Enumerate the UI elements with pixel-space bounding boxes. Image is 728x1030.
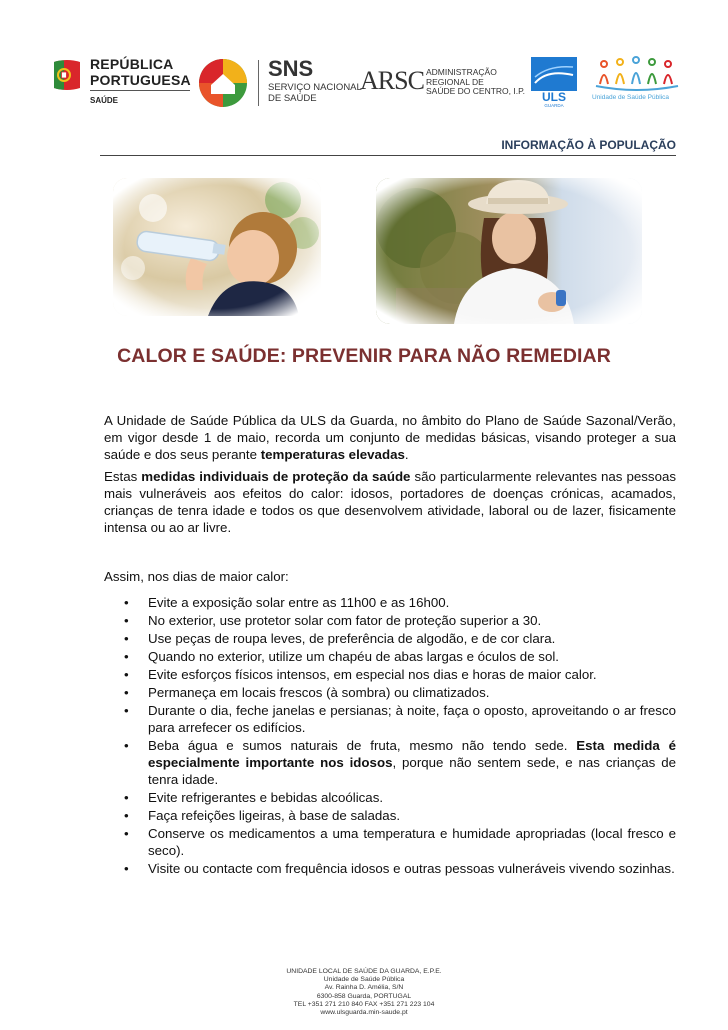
arsc-line2: REGIONAL DE [426, 76, 484, 87]
usp-figures-icon [592, 54, 682, 94]
b8-text: Beba água e sumos naturais de fruta, mesmo não tendo sede. [148, 738, 577, 753]
uls-mark-text: ULS [542, 90, 566, 104]
list-item: • Visite ou contacte com frequência idosos e outras pessoas vulneráveis vivendo sozinhas. [104, 860, 676, 877]
republica-portuguesa-wordmark [90, 56, 191, 88]
list-item: • Durante o dia, feche janelas e persianas; à noite, faça o oposto, aproveitando o ar fresco para arrefecer os edifícios. [104, 702, 676, 736]
intro-p1-text: A Unidade de Saúde Pública da ULS da Guarda, no âmbito do Plano de Saúde Sazonal/Verão, em vigor desde 1 de maio, recorda um conjunto de medidas básicas, visando proteger a sua saúde e dos seus perante [104, 413, 676, 462]
intro-p2-start: Estas [104, 469, 142, 484]
list-item: • Evite refrigerantes e bebidas alcoólicas. [104, 789, 676, 806]
intro-paragraph-2 [104, 468, 676, 536]
sns-subtitle [268, 82, 362, 104]
arsc-wordmark [426, 68, 525, 97]
section-label: INFORMAÇÃO À POPULAÇÃO [501, 138, 676, 152]
list-item: • Quando no exterior, utilize um chapéu de abas largas e óculos de sol. [104, 648, 676, 665]
footer-line-2: Unidade de Saúde Pública [323, 976, 405, 984]
uls-sub-text: GUARDA [544, 103, 564, 107]
b8-bold: Esta medida é especialmente importante nos idosos [148, 738, 676, 770]
footer-line-5: TEL +351 271 210 840 FAX +351 271 223 104 [293, 1000, 435, 1008]
sns-divider [258, 60, 259, 106]
list-item: • Use peças de roupa leves, de preferência de algodão, e de cor clara. [104, 630, 676, 647]
photo-woman-with-sunhat [376, 178, 642, 324]
list-item: • Conserve os medicamentos a uma temperatura e humidade apropriadas (local fresco e seco). [104, 825, 676, 859]
rp-line1: REPÚBLICA [90, 56, 174, 72]
section-divider [100, 155, 676, 156]
list-item: • Faça refeições ligeiras, à base de saladas. [104, 807, 676, 824]
list-item: • Evite esforços físicos intensos, em especial nos dias e horas de maior calor. [104, 666, 676, 683]
list-item: • Permaneça em locais frescos (à sombra) ou climatizados. [104, 684, 676, 701]
sns-wordmark: SNS [268, 56, 314, 81]
b8-end: , porque não sentem sede, e nas crianças de tenra idade. [148, 755, 676, 787]
photo-child-drinking-water [113, 178, 321, 316]
list-item: • Evite a exposição solar entre as 11h00 e as 16h00. [104, 594, 676, 611]
footer-line-4: 6300-858 Guarda, PORTUGAL [316, 992, 412, 1000]
list-item [104, 737, 676, 788]
intro-p1-end: . [404, 447, 409, 462]
page-title: CALOR E SAÚDE: PREVENIR PARA NÃO REMEDIAR [117, 345, 611, 367]
lead-text: Assim, nos dias de maior calor: [104, 569, 289, 584]
uls-guarda-logo-icon [529, 55, 579, 107]
header-logos [52, 52, 682, 114]
rp-subtitle: SAÚDE [90, 96, 119, 105]
usp-text: Unidade de Saúde Pública [592, 94, 669, 101]
sns-sub-line1: SERVIÇO NACIONAL [268, 82, 362, 93]
intro-paragraph-1 [104, 412, 676, 463]
arsc-line3: SAÚDE DO CENTRO, I.P. [426, 86, 526, 96]
rp-divider [90, 90, 190, 91]
sns-sub-line2: DE SAÚDE [268, 93, 317, 104]
intro-text [104, 412, 676, 541]
measures-list [104, 594, 676, 878]
footer-line-1: UNIDADE LOCAL DE SAÚDE DA GUARDA, E.P.E. [286, 968, 442, 975]
rp-line2: PORTUGUESA [90, 72, 191, 88]
arsc-logo-mark: ARSC [360, 66, 424, 95]
intro-p2-bold: medidas individuais de proteção da saúde [141, 469, 411, 484]
portugal-flag-icon [52, 58, 82, 92]
usp-logo [592, 54, 682, 110]
list-item: • No exterior, use protetor solar com fator de proteção superior a 30. [104, 612, 676, 629]
intro-p2-text: são particularmente relevantes nas pessoas mais vulneráveis aos efeitos do calor: idosos, portadores de doenças crónicas, acamados, crianças de tenra idade e todos os que desenvolvem atividade, laboral ou de lazer, fisicamente intensa ou ao ar livre. [104, 469, 677, 535]
footer-line-3: Av. Rainha D. Amélia, S/N [324, 984, 404, 992]
sns-logo-icon [198, 58, 248, 108]
arsc-line1: ADMINISTRAÇÃO [426, 67, 497, 77]
intro-p1-bold: temperaturas elevadas [260, 447, 405, 462]
footer-website: www.ulsguarda.min-saude.pt [320, 1009, 408, 1017]
footer-address [0, 968, 728, 1017]
